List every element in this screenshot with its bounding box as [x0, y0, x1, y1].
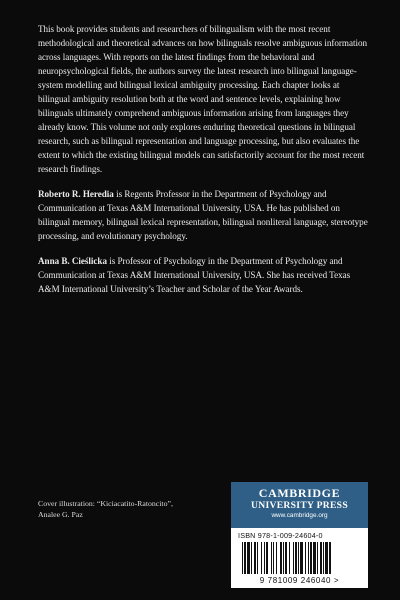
barcode-digits: 9 781009 246040 >: [259, 576, 340, 585]
author-name: Anna B. Cieślicka: [38, 256, 107, 266]
publisher-name: CAMBRIDGE: [258, 486, 341, 500]
credit-artist: Analee G. Paz: [38, 510, 83, 519]
author-bio-text: is Regents Professor in the Department of Psychology and Communication at Texas A&M International University, USA. He has published on bilingual memory, bilingual lexical representation, bilingual nonliteral language, stereotype processing, and evolutionary psychology.: [38, 189, 368, 241]
publisher-subtitle: UNIVERSITY PRESS: [251, 500, 348, 511]
book-description: This book provides students and researchers of bilingualism with the most recent methodological and theoretical advances on how bilinguals resolve ambiguous information across languages. With reports on the latest findings from the behavioral and neuropsychological fields, the authors survey the latest research into bilingual language-system modelling and bilingual lexical ambiguity processing. Each chapter looks at bilingual ambiguity resolution both at the word and sentence levels, explaining how bilinguals ultimately comprehend ambiguous information arising from languages they already know. This volume not only explores enduring theoretical questions in bilingual research, such as bilingual representation and language processing, but also evaluates the extent to which the existing bilingual models can satisfactorily account for the most recent research findings.: [38, 24, 367, 174]
author-bio-heredia: [38, 187, 368, 243]
author-name: Roberto R. Heredia: [38, 189, 114, 199]
isbn-barcode-block: [231, 528, 368, 588]
credit-line: Cover illustration: “Kiciacatito-Ratoncito”,: [38, 499, 173, 508]
isbn-label: ISBN 978-1-009-24604-0: [238, 531, 323, 540]
cover-illustration-credit: [38, 498, 188, 520]
author-bio-text: is Professor of Psychology in the Department of Psychology and Communication at Texas A&M International University, USA. She has received Texas A&M International University’s Teacher and Scholar of the Year Awards.: [38, 256, 351, 294]
publisher-url: www.cambridge.org: [271, 512, 328, 519]
back-cover-text: [38, 22, 368, 307]
publisher-logo: [231, 482, 368, 528]
barcode-icon: [238, 542, 361, 576]
author-bio-cieslicka: [38, 254, 368, 296]
